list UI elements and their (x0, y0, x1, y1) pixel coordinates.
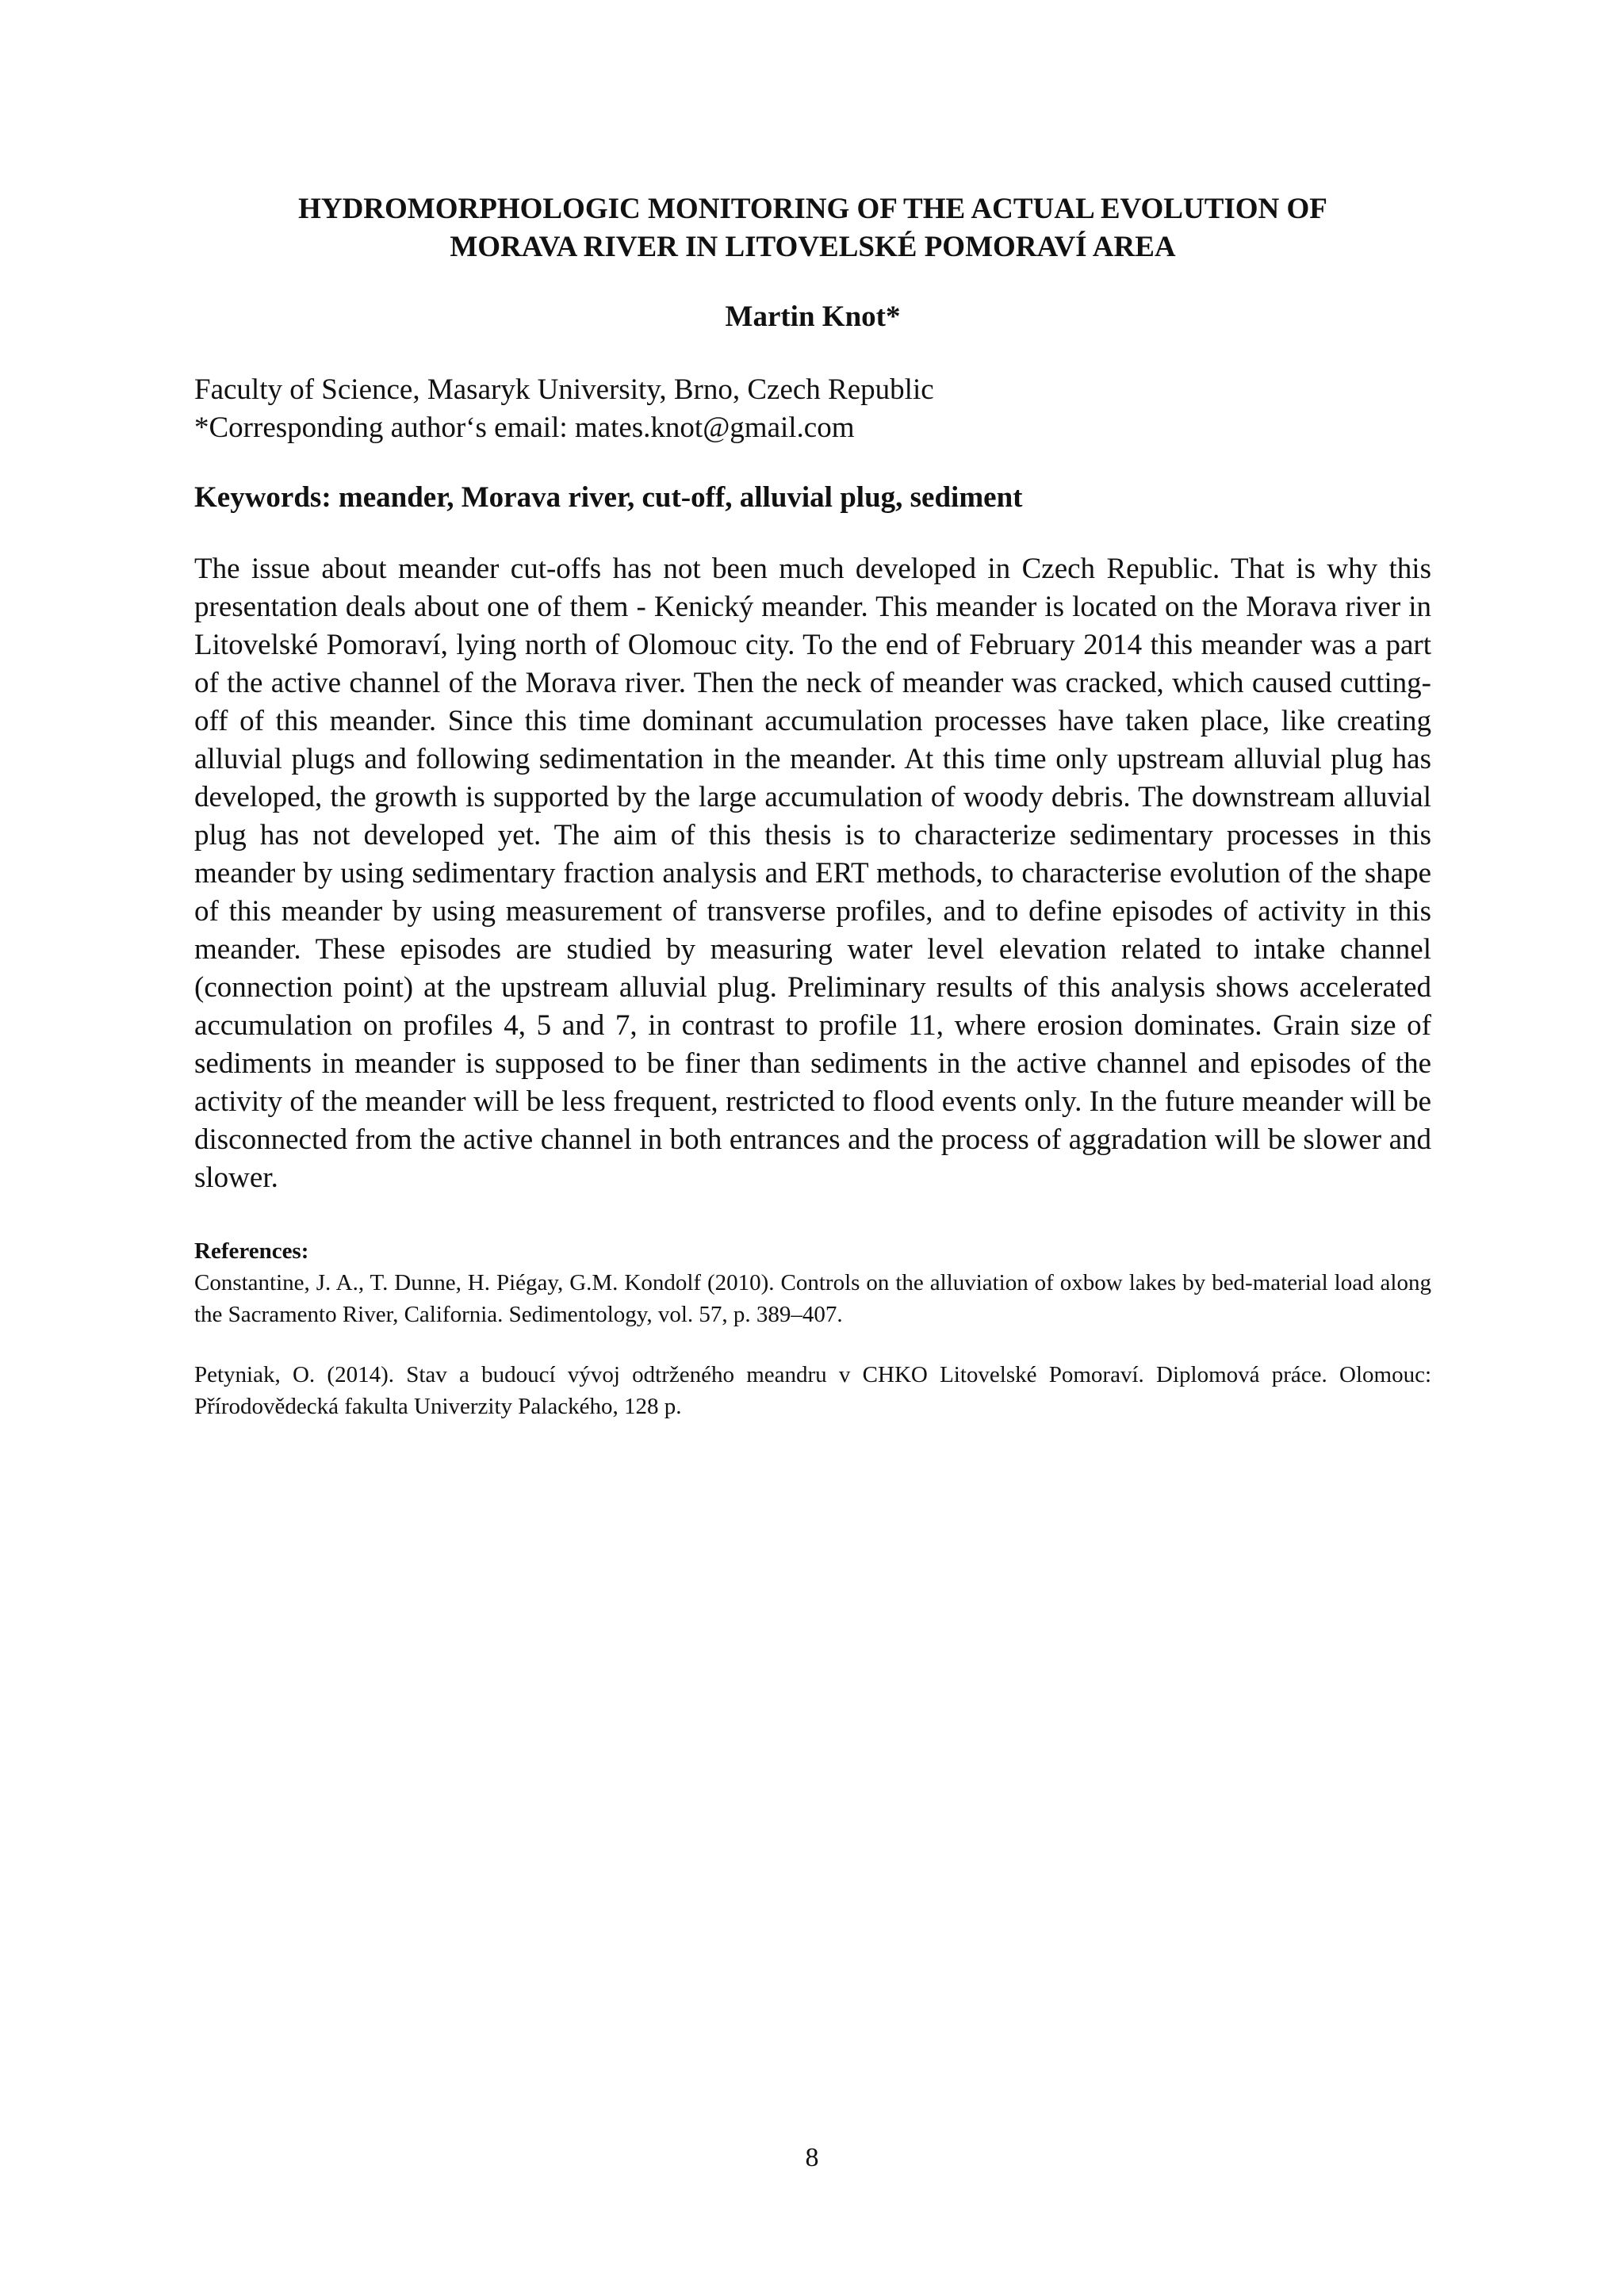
page-content (194, 190, 1431, 1422)
page-number: 8 (805, 2143, 819, 2172)
affiliation-block (194, 371, 1431, 447)
author-name: Martin Knot* (725, 300, 901, 333)
references-heading: References: (194, 1238, 309, 1264)
affiliation-text: Faculty of Science, Masaryk University, Brno, Czech Republic (194, 373, 934, 406)
corresponding-author-email: *Corresponding author‘s email: mates.knot@gmail.com (194, 411, 855, 444)
paper-title-line-1: HYDROMORPHOLOGIC MONITORING OF THE ACTUAL EVOLUTION OF (298, 193, 1327, 225)
abstract-text: The issue about meander cut-offs has not been much developed in Czech Republic. That is why this presentation deals about one of them - Kenický meander. This meander is located on the Morava river in Litovelské Pomoraví, lying north of Olomouc city. To the end of February 2014 this meander was a part of the active channel of the Morava river. Then the neck of meander was cracked, which caused cutting-off of this meander. Since this time dominant accumulation processes have taken place, like creating alluvial plugs and following sedimentation in the meander. At this time only upstream alluvial plug has developed, the growth is supported by the large accumulation of woody debris. The downstream alluvial plug has not developed yet. The aim of this thesis is to characterize sedimentary processes in this meander by using sedimentary fraction analysis and ERT methods, to characterise evolution of the shape of this meander by using measurement of transverse profiles, and to define episodes of activity in this meander. These episodes are studied by measuring water level elevation related to intake channel (connection point) at the upstream alluvial plug. Preliminary results of this analysis shows accelerated accumulation on profiles 4, 5 and 7, in contrast to profile 11, where erosion dominates. Grain size of sediments in meander is supposed to be finer than sediments in the active channel and episodes of the activity of the meander will be less frequent, restricted to flood events only. In the future meander will be disconnected from the active channel in both entrances and the process of aggradation will be slower and slower. (194, 553, 1431, 1194)
reference-item: Petyniak, O. (2014). Stav a budoucí vývoj odtrženého meandru v CHKO Litovelské Pomoraví. Diplomová práce. Olomouc: Přírodovědecká fakulta Univerzity Palackého, 128 p. (194, 1362, 1431, 1419)
reference-item: Constantine, J. A., T. Dunne, H. Piégay, G.M. Kondolf (2010). Controls on the alluviation of oxbow lakes by bed-material load along the Sacramento River, California. Sedimentology, vol. 57, p. 389–407. (194, 1270, 1431, 1327)
paper-title-line-2: MORAVA RIVER IN LITOVELSKÉ POMORAVÍ AREA (450, 231, 1176, 263)
paper-title (194, 190, 1431, 266)
keywords: Keywords: meander, Morava river, cut-off, alluvial plug, sediment (194, 481, 1023, 514)
